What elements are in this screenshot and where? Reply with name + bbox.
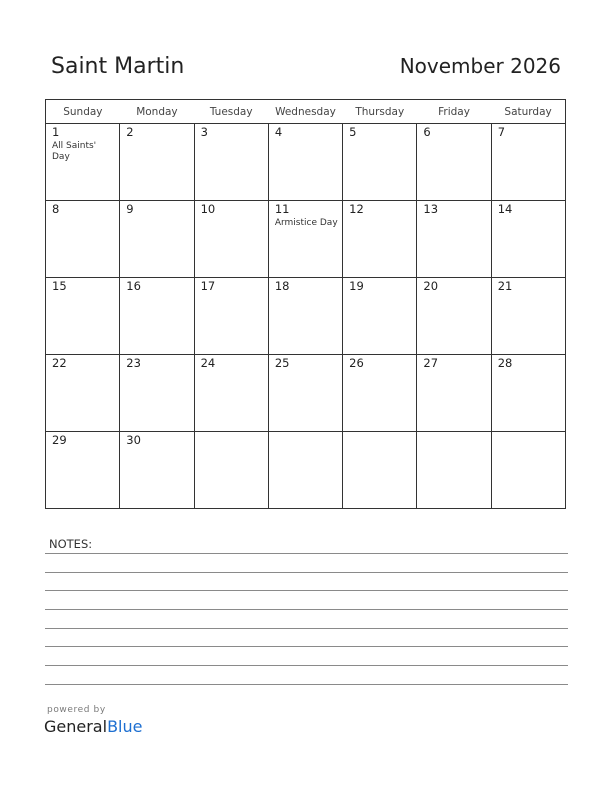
weekday-friday: Friday [417, 100, 491, 124]
day-number: 26 [349, 356, 364, 370]
day-cell [46, 278, 120, 355]
day-cell [491, 124, 565, 201]
day-cell [491, 278, 565, 355]
day-number: 10 [200, 202, 216, 216]
day-cell [120, 355, 194, 432]
week-row [46, 124, 566, 201]
weekday-sunday: Sunday [46, 100, 120, 124]
day-cell [417, 201, 491, 278]
day-number: 30 [126, 433, 141, 447]
day-cell [491, 201, 565, 278]
week-row [46, 201, 566, 278]
day-cell [120, 124, 194, 201]
weekday-thursday: Thursday [343, 100, 417, 124]
day-cell [268, 201, 342, 278]
day-cell [46, 201, 120, 278]
day-number: 17 [200, 279, 216, 293]
weekday-header-row [46, 100, 566, 124]
day-cell [417, 355, 491, 432]
day-cell [194, 201, 268, 278]
day-number: 4 [274, 125, 283, 139]
day-number: 20 [423, 279, 439, 293]
day-cell [194, 355, 268, 432]
day-number: 13 [423, 202, 439, 216]
country-title: Saint Martin [51, 54, 185, 79]
day-cell [491, 432, 565, 509]
day-number: 2 [126, 125, 134, 139]
weekday-tuesday: Tuesday [194, 100, 268, 124]
day-cell [46, 355, 120, 432]
day-cell [491, 355, 565, 432]
day-number: 8 [52, 202, 60, 216]
day-number: 1 [52, 125, 60, 139]
day-cell [120, 201, 194, 278]
day-number: 15 [52, 279, 67, 293]
day-cell [268, 432, 342, 509]
brand-blue: Blue [107, 717, 143, 736]
day-cell [194, 124, 268, 201]
day-cell [268, 278, 342, 355]
holiday-label: Armistice Day [274, 218, 338, 228]
day-number: 25 [274, 356, 290, 370]
note-line [45, 684, 568, 685]
brand-logo [44, 717, 142, 736]
day-number: 9 [126, 202, 134, 216]
day-number: 11 [274, 202, 290, 216]
day-cell [46, 432, 120, 509]
day-number: 7 [497, 125, 506, 139]
day-cell [120, 432, 194, 509]
day-cell [194, 432, 268, 509]
day-cell [343, 432, 417, 509]
day-cell [343, 201, 417, 278]
note-line [45, 553, 568, 554]
day-cell [417, 278, 491, 355]
day-cell [343, 124, 417, 201]
day-number: 21 [497, 279, 513, 293]
day-cell [343, 278, 417, 355]
week-row [46, 278, 566, 355]
note-line [45, 646, 568, 647]
note-line [45, 609, 568, 610]
powered-by-text: powered by [47, 705, 106, 715]
brand-general: General [44, 717, 108, 736]
day-number: 29 [52, 433, 67, 447]
day-cell [417, 432, 491, 509]
weekday-saturday: Saturday [491, 100, 565, 124]
weekday-monday: Monday [120, 100, 194, 124]
day-number: 22 [52, 356, 67, 370]
month-year-title: November 2026 [399, 54, 561, 78]
day-number: 16 [126, 279, 141, 293]
day-cell [268, 355, 342, 432]
day-cell [268, 124, 342, 201]
day-number: 23 [126, 356, 141, 370]
day-number: 14 [497, 202, 513, 216]
calendar-grid [45, 99, 566, 509]
day-number: 3 [200, 125, 208, 139]
day-number: 28 [497, 356, 513, 370]
day-cell [120, 278, 194, 355]
note-line [45, 572, 568, 573]
week-row [46, 432, 566, 509]
week-row [46, 355, 566, 432]
day-number: 27 [423, 356, 439, 370]
day-cell [417, 124, 491, 201]
day-number: 12 [349, 202, 364, 216]
day-cell [343, 355, 417, 432]
note-line [45, 628, 568, 629]
day-cell [46, 124, 120, 201]
day-cell [194, 278, 268, 355]
holiday-label: All Saints' Day [52, 141, 97, 162]
day-number: 24 [200, 356, 216, 370]
note-line [45, 665, 568, 666]
weekday-wednesday: Wednesday [268, 100, 342, 124]
day-number: 18 [274, 279, 290, 293]
day-number: 5 [349, 125, 357, 139]
note-line [45, 590, 568, 591]
notes-label: NOTES: [49, 537, 93, 551]
day-number: 6 [423, 125, 431, 139]
day-number: 19 [349, 279, 364, 293]
